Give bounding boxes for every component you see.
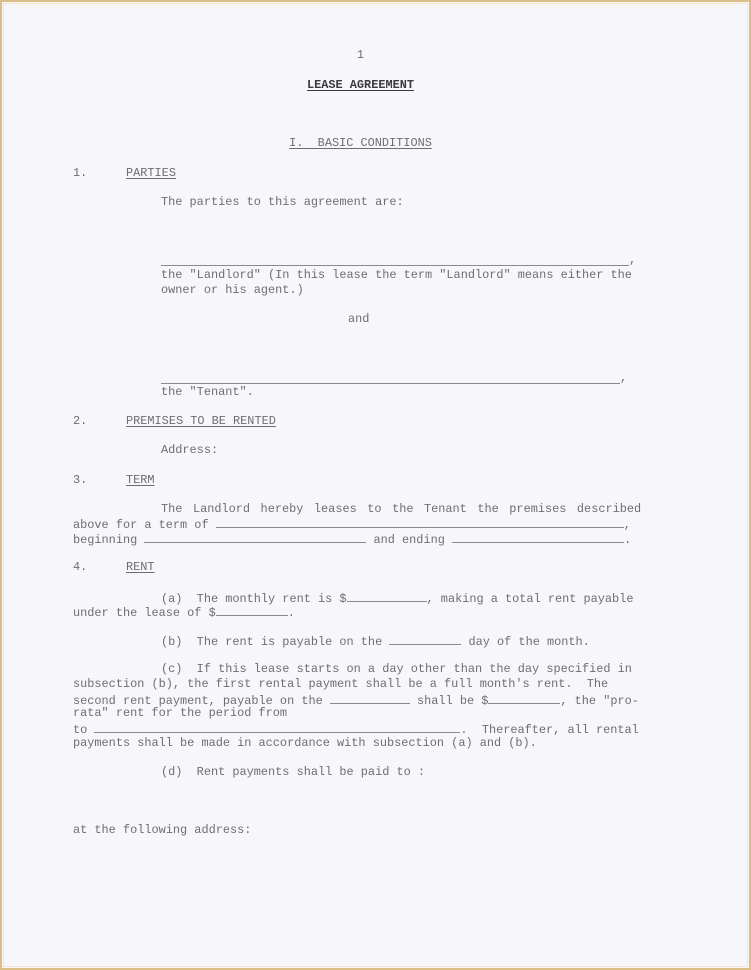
landlord-definition-line-2: owner or his agent.)	[161, 283, 304, 297]
section-number-1: 1.	[73, 166, 88, 180]
term-line-2: above for a term of ,	[73, 518, 631, 532]
tenant-definition: the "Tenant".	[161, 385, 254, 399]
premises-address-label: Address:	[161, 443, 219, 457]
section-number-4: 4.	[73, 560, 88, 574]
document-title: LEASE AGREEMENT	[306, 78, 415, 92]
landlord-name-blank[interactable]	[161, 265, 629, 266]
term-length-blank[interactable]	[216, 516, 624, 528]
section-heading-parties: PARTIES	[126, 166, 176, 180]
rent-c-line-1: (c) If this lease starts on a day other than the day specified in	[161, 662, 632, 676]
comma: ,	[620, 371, 628, 385]
rent-a-line-1: (a) The monthly rent is $ , making a total rent payable	[161, 592, 634, 606]
term-ending-blank[interactable]	[452, 531, 624, 543]
comma: ,	[629, 253, 637, 267]
prorata-period-end-blank[interactable]	[94, 721, 460, 733]
total-rent-blank[interactable]	[216, 604, 288, 616]
parties-intro: The parties to this agreement are:	[161, 195, 404, 209]
monthly-rent-blank[interactable]	[347, 590, 427, 602]
tenant-name-blank[interactable]	[161, 383, 620, 384]
prorata-amount-blank[interactable]	[488, 692, 560, 704]
landlord-definition-line-1: the "Landlord" (In this lease the term "Landlord" means either the	[161, 268, 632, 282]
rent-c-line-2: subsection (b), the first rental payment shall be a full month's rent. The	[73, 677, 609, 691]
rent-c-line-5: to . Thereafter, all rental	[73, 723, 639, 737]
rent-c-line-3: second rent payment, payable on the shall be $ , the "pro-	[73, 694, 639, 708]
rent-a-line-2: under the lease of $ .	[73, 606, 295, 620]
section-heading: I. BASIC CONDITIONS	[289, 136, 432, 150]
section-heading-premises: PREMISES TO BE RENTED	[126, 414, 276, 428]
section-heading-term: TERM	[126, 473, 155, 487]
rent-due-day-blank[interactable]	[389, 633, 461, 645]
page-number: 1	[356, 48, 365, 62]
second-payment-date-blank[interactable]	[330, 692, 410, 704]
rent-d: (d) Rent payments shall be paid to :	[161, 765, 426, 779]
section-heading-rent: RENT	[126, 560, 155, 574]
conjunction-and: and	[348, 312, 370, 326]
term-line-3: beginning and ending .	[73, 533, 632, 547]
rent-c-line-6: payments shall be made in accordance with subsection (a) and (b).	[73, 736, 537, 750]
rent-b: (b) The rent is payable on the day of the month.	[161, 635, 590, 649]
rent-c-line-4: rata" rent for the period from	[73, 706, 288, 720]
payment-address-label: at the following address:	[73, 823, 252, 837]
term-beginning-blank[interactable]	[144, 531, 366, 543]
section-number-3: 3.	[73, 473, 88, 487]
term-line-1: The Landlord hereby leases to the Tenant the premises described	[161, 502, 642, 516]
section-number-2: 2.	[73, 414, 88, 428]
